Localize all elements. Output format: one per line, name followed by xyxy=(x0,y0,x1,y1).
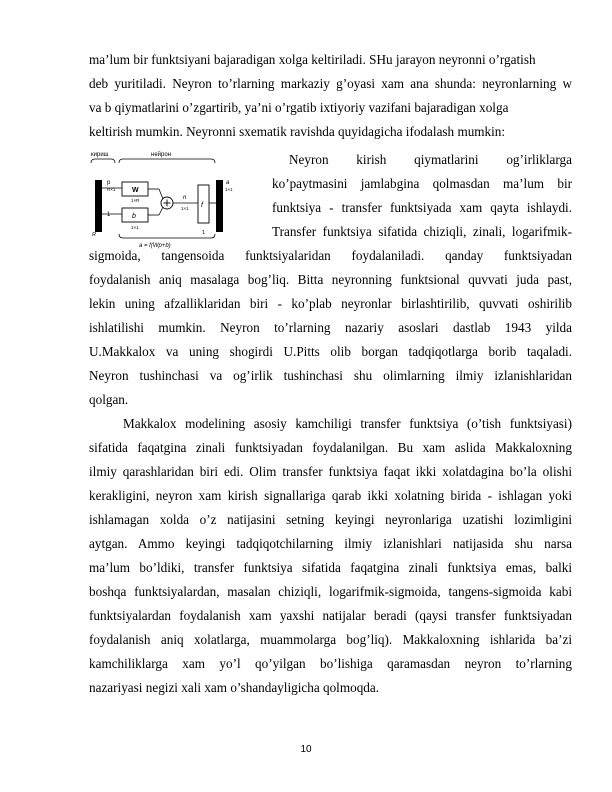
text-line: sigmoida, tangensoida funktsiyalaridan foydalaniladi. qanday funktsiyadan xyxy=(89,248,572,263)
output-one-label: 1 xyxy=(202,230,206,236)
one-label: 1 xyxy=(107,212,111,218)
text-line: aytgan. Ammo keyingi tadqiqotchilarning ilmiy izlanishlari natijasida shu narsa xyxy=(89,536,572,551)
f-label: f xyxy=(201,202,203,209)
text-line: ilmiy qarashlaridan biri edi. Olim transfer funktsiya faqat ikki xolatdagina bo’la olishi xyxy=(89,464,572,479)
p-dim-label: R×1 xyxy=(107,187,116,192)
text-line: boshqa funktsiyalardan, masalan chiziqli, logarifmik-sigmoida, tangens-sigmoida kabi xyxy=(89,584,572,599)
text-line: ma’lum bo’ldiki, transfer funktsiya sifatida faqatgina zinali funktsiya emas, balki xyxy=(89,560,572,575)
text-line: Neyron kirish qiymatlarini og’irliklarga xyxy=(289,152,572,167)
w-dim-label: 1×R xyxy=(131,198,140,203)
p-label: p xyxy=(107,180,111,186)
text-line: nazariyasi negizi xali xam o’shandayligicha qolmoqda. xyxy=(89,680,380,695)
text-line: funktsiyalardan foydalanish xam yaxshi natijalar beradi (qaysi transfer funktsiyadan xyxy=(89,608,572,623)
b-label: b xyxy=(132,213,136,220)
text-line: ko’paytmasini jamlabgina qolmasdan ma’lum bir xyxy=(272,176,572,191)
text-line: kerakligini, neyron xam kirish signallariga qarab ikki xolatning birida - ishlagan yoki xyxy=(89,488,572,503)
text-line: Makkalox modelining asosiy kamchiligi transfer funktsiya (o’tish funktsiyasi) xyxy=(123,416,572,431)
n-dim-label: 1×1 xyxy=(181,206,189,211)
text-line: deb yuritiladi. Neyron to’rlarning markaziy g’oyasi xam ana shunda: neyronlarning w xyxy=(89,76,572,91)
text-line: Transfer funktsiya sifatida chiziqli, zinali, logarifmik- xyxy=(272,224,572,239)
text-line: qolgan. xyxy=(89,392,129,407)
a-label: a xyxy=(226,180,230,186)
text-line: sifatida faqatgina zinali funktsiyadan foydalanilgan. Bu xam aslida Makkaloxning xyxy=(89,440,572,455)
neuron-label: нейрон xyxy=(151,152,171,158)
r-label: R xyxy=(92,232,96,238)
text-line: foydalanish aniq masalaga bog’liq. Bitta neyronning funktsional quvvati juda past, xyxy=(89,272,572,287)
text-line: foydalanish aniq xolatlarga, muammolarga bog’liq). Makkaloxning ishlarida ba’zi xyxy=(89,632,572,647)
text-line: ma’lum bir funktsiyani bajaradigan xolga keltiriladi. SHu jarayon neyronni o’rgatish xyxy=(89,52,536,67)
text-line: Neyron tushinchasi va og’irlik tushinchasi shu olimlarning ilmiy izlanishlaridan xyxy=(89,368,572,383)
text-line: U.Makkalox va uning shogirdi U.Pitts olib borgan tadqiqotlarga borib taqaladi. xyxy=(89,344,572,359)
formula-label: a = f(Wp+b) xyxy=(139,243,171,249)
text-line: va b qiymatlarini o’zgartirib, ya’ni o’rgatib ixtiyoriy vazifani bajaradigan xolga xyxy=(89,100,509,115)
text-line: ishlamagan xolda o’z natijasini setning keyingi neyronlariga uzatishi lozimligini xyxy=(89,512,572,527)
text-line: keltirish mumkin. Neyronni sxematik ravishda quyidagicha ifodalash mumkin: xyxy=(89,124,506,139)
a-dim-label: 1×1 xyxy=(225,187,233,192)
input-label: кириш xyxy=(91,152,109,158)
text-line: lekin uning afzalliklaridan biri - ko’plab neyronlar birlashtirilib, quvvati oshirilib xyxy=(89,296,572,311)
neuron-diagram xyxy=(89,150,265,250)
text-line: kamchiliklarga xam yo’l qo’yilgan bo’lishiga qaramasdan neyron to’rlarning xyxy=(89,656,572,671)
b-dim-label: 1×1 xyxy=(131,225,139,230)
text-line: ishlatilishi mumkin. Neyron to’rlarning nazariy asoslari dastlab 1943 yilda xyxy=(89,320,572,335)
text-line: funktsiya - transfer funktsiyada xam qayta ishlaydi. xyxy=(272,200,572,215)
page-number: 10 xyxy=(300,744,312,755)
n-label: n xyxy=(183,195,187,201)
w-label: W xyxy=(132,187,139,194)
